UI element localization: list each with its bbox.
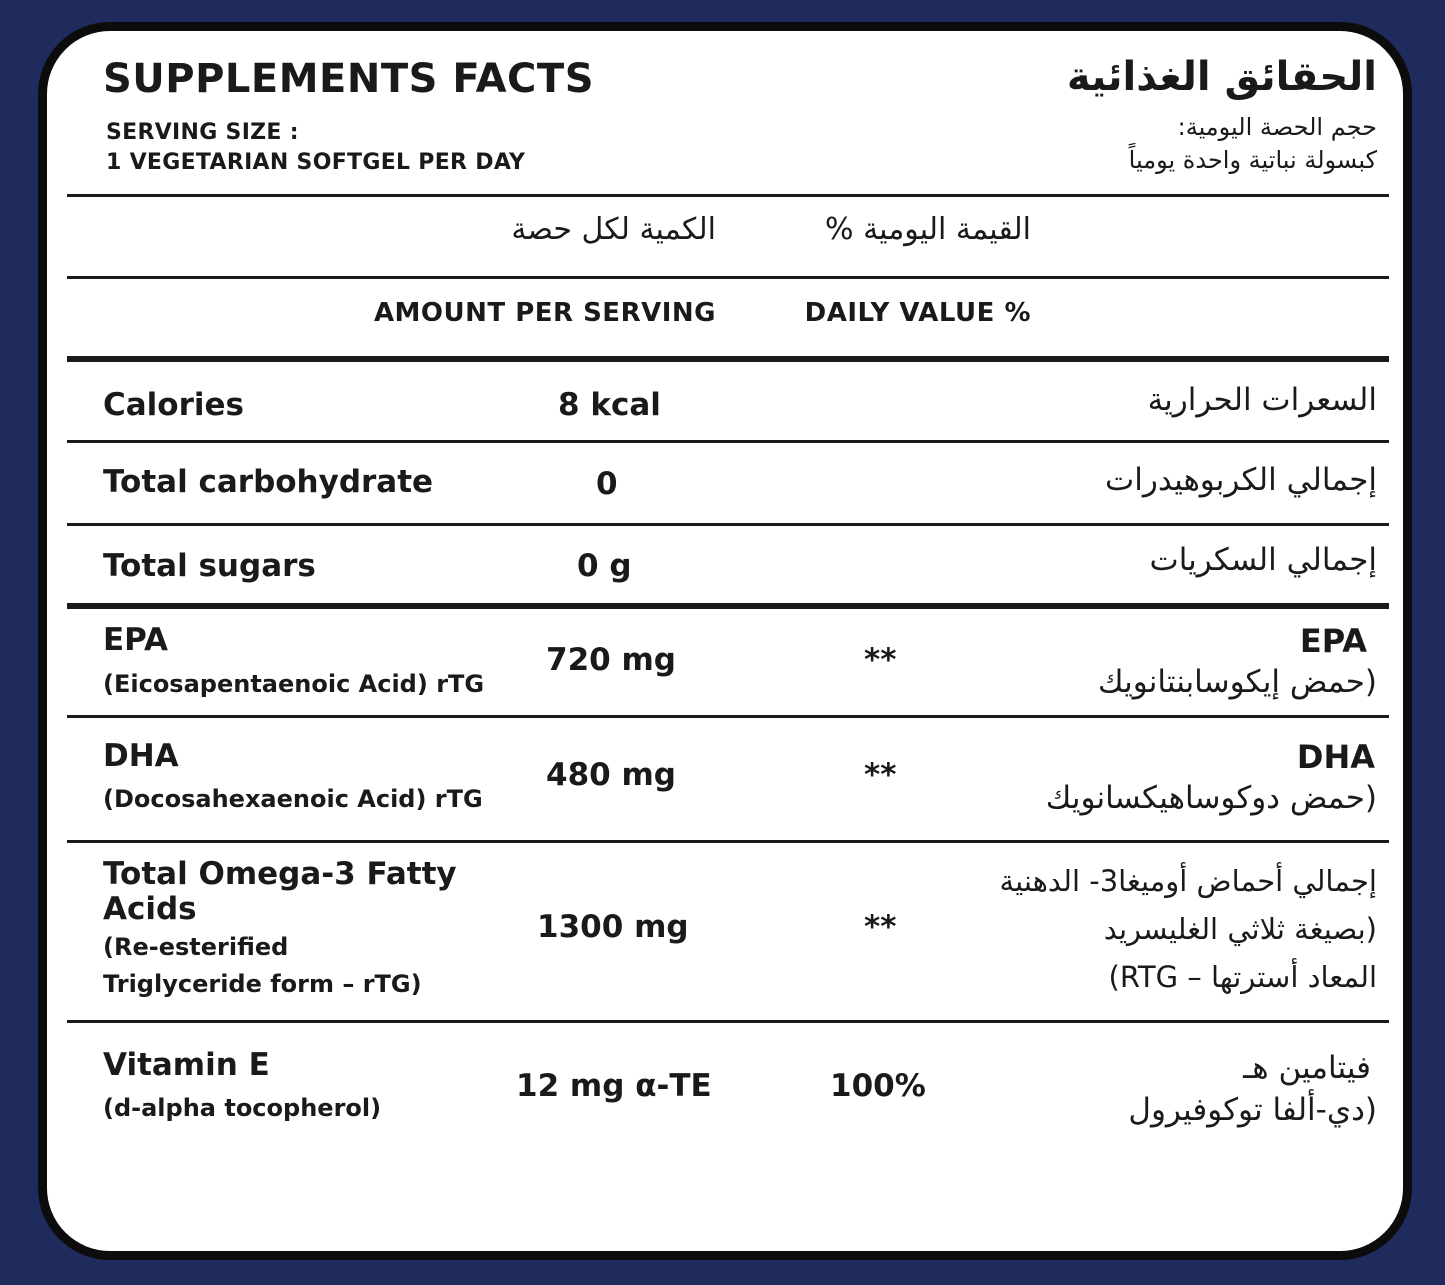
divider [67, 1020, 1389, 1023]
nutrient-name-arabic: إجمالي السكريات [1149, 542, 1377, 578]
serving-size-label-arabic: حجم الحصة اليومية: [1177, 113, 1377, 141]
serving-size-label: SERVING SIZE : [106, 120, 299, 145]
divider-thick [67, 603, 1389, 609]
nutrient-subtitle: (Re-esterified [103, 933, 289, 961]
nutrient-name-arabic-side: DHA [1296, 738, 1375, 776]
nutrient-name-arabic-side: EPA [1299, 622, 1367, 660]
column-daily-value-arabic: القيمة اليومية % [825, 212, 1031, 247]
nutrient-subtitle: (d-alpha tocopherol) [103, 1094, 382, 1122]
nutrient-amount: 480 mg [546, 757, 676, 793]
nutrient-subtitle: Triglyceride form – rTG) [103, 970, 422, 998]
nutrient-name: DHA [103, 738, 179, 774]
nutrient-name: Total sugars [103, 548, 316, 584]
divider [67, 840, 1389, 843]
nutrient-name: Total Omega-3 Fatty [103, 856, 457, 892]
nutrient-daily-value: ** [864, 909, 897, 945]
column-daily-value: DAILY VALUE % [804, 298, 1031, 328]
panel-title-arabic: الحقائق الغذائية [1066, 54, 1377, 100]
nutrient-subtitle: (Docosahexaenoic Acid) rTG [103, 785, 483, 813]
nutrient-name: EPA [103, 622, 169, 658]
divider [67, 715, 1389, 718]
divider [67, 194, 1389, 197]
nutrient-subtitle-arabic: المعاد أسترتها – RTG) [1108, 960, 1377, 994]
nutrient-name: Calories [103, 387, 244, 423]
nutrient-name-arabic: إجمالي أحماض أوميغا3- الدهنية [999, 864, 1377, 898]
nutrient-amount: 1300 mg [537, 909, 689, 945]
divider [67, 276, 1389, 279]
nutrient-daily-value: ** [864, 757, 897, 793]
nutrient-name-arabic: إجمالي الكربوهيدرات [1105, 462, 1377, 498]
nutrient-daily-value: ** [864, 642, 897, 678]
panel-title: SUPPLEMENTS FACTS [103, 56, 594, 102]
divider-thick [67, 356, 1389, 362]
divider [67, 440, 1389, 443]
nutrient-name: Acids [103, 891, 197, 927]
nutrient-daily-value: 100% [830, 1068, 926, 1104]
nutrient-name: Total carbohydrate [103, 464, 434, 500]
divider [67, 523, 1389, 526]
nutrient-subtitle-arabic: (حمض دوكوساهيكسانويك [1045, 780, 1377, 816]
nutrient-subtitle-arabic: (بصيغة ثلاثي الغليسريد [1103, 912, 1377, 946]
column-amount-arabic: الكمية لكل حصة [511, 212, 716, 247]
nutrient-name: Vitamin E [103, 1047, 270, 1083]
serving-size-value-arabic: كبسولة نباتية واحدة يومياً [1128, 146, 1377, 174]
nutrient-name-arabic: فيتامين هـ [1243, 1050, 1371, 1086]
nutrient-subtitle-arabic: (حمض إيكوسابنتانويك [1098, 664, 1377, 700]
nutrient-amount: 0 [596, 466, 618, 502]
nutrient-subtitle: (Eicosapentaenoic Acid) rTG [103, 670, 485, 698]
nutrient-amount: 0 g [577, 548, 632, 584]
nutrient-amount: 8 kcal [558, 387, 661, 423]
serving-size-value: 1 VEGETARIAN SOFTGEL PER DAY [106, 150, 526, 175]
nutrient-subtitle-arabic: (دي-ألفا توكوفيرول [1128, 1092, 1377, 1128]
column-amount: AMOUNT PER SERVING [373, 298, 716, 328]
nutrient-amount: 12 mg α-TE [516, 1068, 712, 1104]
nutrient-amount: 720 mg [546, 642, 676, 678]
nutrient-name-arabic: السعرات الحرارية [1147, 382, 1377, 418]
